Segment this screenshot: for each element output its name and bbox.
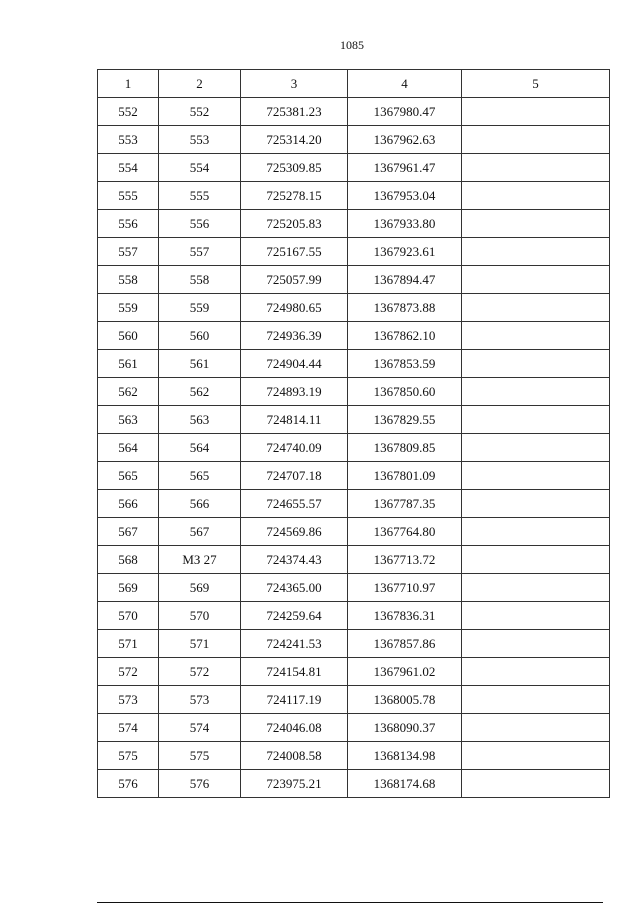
table-cell-col-5 bbox=[462, 406, 610, 434]
table-cell-col-1: 567 bbox=[98, 518, 159, 546]
table-cell-col-1: 564 bbox=[98, 434, 159, 462]
table-cell-col-5 bbox=[462, 546, 610, 574]
table-row bbox=[98, 434, 610, 462]
column-header-4: 4 bbox=[348, 70, 462, 98]
table-cell-col-1: 563 bbox=[98, 406, 159, 434]
table-cell-col-1: 559 bbox=[98, 294, 159, 322]
table-cell-col-5 bbox=[462, 630, 610, 658]
table-cell-col-4: 1367923.61 bbox=[348, 238, 462, 266]
table-row bbox=[98, 518, 610, 546]
table-cell-col-2: 553 bbox=[159, 126, 241, 154]
table-cell-col-2: 563 bbox=[159, 406, 241, 434]
column-header-2: 2 bbox=[159, 70, 241, 98]
table-row bbox=[98, 266, 610, 294]
table-cell-col-5 bbox=[462, 126, 610, 154]
table-cell-col-3: 724117.19 bbox=[241, 686, 348, 714]
table-row bbox=[98, 714, 610, 742]
table-cell-col-2: 573 bbox=[159, 686, 241, 714]
table-cell-col-3: 724241.53 bbox=[241, 630, 348, 658]
table-cell-col-5 bbox=[462, 658, 610, 686]
table-cell-col-3: 724374.43 bbox=[241, 546, 348, 574]
table-header-row bbox=[98, 70, 610, 98]
column-header-1: 1 bbox=[98, 70, 159, 98]
table-cell-col-4: 1367710.97 bbox=[348, 574, 462, 602]
table-cell-col-5 bbox=[462, 770, 610, 798]
table-body bbox=[98, 98, 610, 798]
table-cell-col-3: 724154.81 bbox=[241, 658, 348, 686]
table-cell-col-3: 725057.99 bbox=[241, 266, 348, 294]
table-row bbox=[98, 742, 610, 770]
table-cell-col-2: МЗ 27 bbox=[159, 546, 241, 574]
table-cell-col-2: 555 bbox=[159, 182, 241, 210]
table-cell-col-2: 576 bbox=[159, 770, 241, 798]
table-row bbox=[98, 490, 610, 518]
table-cell-col-4: 1367961.47 bbox=[348, 154, 462, 182]
table-cell-col-4: 1368134.98 bbox=[348, 742, 462, 770]
footer-rule bbox=[97, 902, 603, 903]
table-cell-col-5 bbox=[462, 182, 610, 210]
table-cell-col-3: 725381.23 bbox=[241, 98, 348, 126]
table-cell-col-1: 568 bbox=[98, 546, 159, 574]
table-cell-col-4: 1368174.68 bbox=[348, 770, 462, 798]
column-header-3: 3 bbox=[241, 70, 348, 98]
table-row bbox=[98, 98, 610, 126]
page-number: 1085 bbox=[340, 38, 364, 52]
table-cell-col-5 bbox=[462, 714, 610, 742]
table-cell-col-5 bbox=[462, 518, 610, 546]
table-row bbox=[98, 770, 610, 798]
table-cell-col-5 bbox=[462, 490, 610, 518]
table-cell-col-2: 552 bbox=[159, 98, 241, 126]
table-row bbox=[98, 462, 610, 490]
table-cell-col-3: 725167.55 bbox=[241, 238, 348, 266]
table-cell-col-4: 1367980.47 bbox=[348, 98, 462, 126]
table-cell-col-2: 569 bbox=[159, 574, 241, 602]
table-cell-col-4: 1367862.10 bbox=[348, 322, 462, 350]
table-cell-col-1: 573 bbox=[98, 686, 159, 714]
table-cell-col-5 bbox=[462, 98, 610, 126]
table-row bbox=[98, 210, 610, 238]
table-cell-col-3: 724046.08 bbox=[241, 714, 348, 742]
table-cell-col-1: 570 bbox=[98, 602, 159, 630]
table-cell-col-3: 724936.39 bbox=[241, 322, 348, 350]
table-cell-col-1: 575 bbox=[98, 742, 159, 770]
table-row bbox=[98, 154, 610, 182]
table-cell-col-3: 724365.00 bbox=[241, 574, 348, 602]
table-cell-col-3: 724893.19 bbox=[241, 378, 348, 406]
table-cell-col-3: 723975.21 bbox=[241, 770, 348, 798]
table-cell-col-1: 555 bbox=[98, 182, 159, 210]
table-cell-col-2: 558 bbox=[159, 266, 241, 294]
table-row bbox=[98, 378, 610, 406]
table-cell-col-4: 1367857.86 bbox=[348, 630, 462, 658]
table-cell-col-3: 724008.58 bbox=[241, 742, 348, 770]
table-cell-col-4: 1367713.72 bbox=[348, 546, 462, 574]
table-cell-col-4: 1367787.35 bbox=[348, 490, 462, 518]
table-cell-col-1: 560 bbox=[98, 322, 159, 350]
table-cell-col-5 bbox=[462, 322, 610, 350]
table-cell-col-1: 574 bbox=[98, 714, 159, 742]
table-cell-col-5 bbox=[462, 686, 610, 714]
table-cell-col-5 bbox=[462, 238, 610, 266]
table-cell-col-2: 570 bbox=[159, 602, 241, 630]
table-cell-col-1: 572 bbox=[98, 658, 159, 686]
table-cell-col-1: 554 bbox=[98, 154, 159, 182]
table-cell-col-3: 725205.83 bbox=[241, 210, 348, 238]
table-cell-col-3: 724814.11 bbox=[241, 406, 348, 434]
table-cell-col-5 bbox=[462, 574, 610, 602]
table-cell-col-3: 724259.64 bbox=[241, 602, 348, 630]
table-cell-col-2: 562 bbox=[159, 378, 241, 406]
table-cell-col-2: 571 bbox=[159, 630, 241, 658]
coordinates-table bbox=[97, 69, 610, 798]
table-row bbox=[98, 630, 610, 658]
table-cell-col-5 bbox=[462, 742, 610, 770]
table-cell-col-3: 724569.86 bbox=[241, 518, 348, 546]
table-cell-col-2: 560 bbox=[159, 322, 241, 350]
table-cell-col-4: 1367873.88 bbox=[348, 294, 462, 322]
table-cell-col-2: 564 bbox=[159, 434, 241, 462]
table-cell-col-3: 725309.85 bbox=[241, 154, 348, 182]
table-cell-col-4: 1367836.31 bbox=[348, 602, 462, 630]
table-row bbox=[98, 602, 610, 630]
table-cell-col-3: 725314.20 bbox=[241, 126, 348, 154]
table-cell-col-4: 1367933.80 bbox=[348, 210, 462, 238]
table-cell-col-4: 1367962.63 bbox=[348, 126, 462, 154]
table-cell-col-1: 569 bbox=[98, 574, 159, 602]
table-cell-col-2: 556 bbox=[159, 210, 241, 238]
table-row bbox=[98, 126, 610, 154]
column-header-5: 5 bbox=[462, 70, 610, 98]
table-cell-col-3: 725278.15 bbox=[241, 182, 348, 210]
table-cell-col-4: 1367801.09 bbox=[348, 462, 462, 490]
table-cell-col-5 bbox=[462, 154, 610, 182]
table-cell-col-1: 566 bbox=[98, 490, 159, 518]
table-cell-col-4: 1368090.37 bbox=[348, 714, 462, 742]
table-cell-col-5 bbox=[462, 602, 610, 630]
table-row bbox=[98, 686, 610, 714]
table-cell-col-3: 724707.18 bbox=[241, 462, 348, 490]
table-row bbox=[98, 546, 610, 574]
table-cell-col-5 bbox=[462, 378, 610, 406]
table-cell-col-5 bbox=[462, 462, 610, 490]
table-cell-col-1: 562 bbox=[98, 378, 159, 406]
table-cell-col-2: 567 bbox=[159, 518, 241, 546]
table-row bbox=[98, 406, 610, 434]
table-cell-col-4: 1368005.78 bbox=[348, 686, 462, 714]
table-row bbox=[98, 574, 610, 602]
table-cell-col-3: 724655.57 bbox=[241, 490, 348, 518]
table-cell-col-1: 557 bbox=[98, 238, 159, 266]
table-cell-col-4: 1367850.60 bbox=[348, 378, 462, 406]
table-cell-col-5 bbox=[462, 210, 610, 238]
table-cell-col-4: 1367764.80 bbox=[348, 518, 462, 546]
table-cell-col-2: 566 bbox=[159, 490, 241, 518]
table-cell-col-2: 565 bbox=[159, 462, 241, 490]
table-row bbox=[98, 238, 610, 266]
table-row bbox=[98, 294, 610, 322]
table-cell-col-5 bbox=[462, 434, 610, 462]
table-cell-col-5 bbox=[462, 294, 610, 322]
table-cell-col-3: 724740.09 bbox=[241, 434, 348, 462]
table-cell-col-4: 1367809.85 bbox=[348, 434, 462, 462]
table-cell-col-2: 557 bbox=[159, 238, 241, 266]
table-cell-col-2: 572 bbox=[159, 658, 241, 686]
table-cell-col-4: 1367829.55 bbox=[348, 406, 462, 434]
table-row bbox=[98, 182, 610, 210]
table-row bbox=[98, 658, 610, 686]
table-cell-col-4: 1367894.47 bbox=[348, 266, 462, 294]
table-cell-col-2: 574 bbox=[159, 714, 241, 742]
table-cell-col-3: 724904.44 bbox=[241, 350, 348, 378]
table-cell-col-1: 552 bbox=[98, 98, 159, 126]
table-cell-col-1: 576 bbox=[98, 770, 159, 798]
table-cell-col-1: 553 bbox=[98, 126, 159, 154]
table-cell-col-1: 571 bbox=[98, 630, 159, 658]
table-cell-col-5 bbox=[462, 350, 610, 378]
table-cell-col-4: 1367961.02 bbox=[348, 658, 462, 686]
table-cell-col-2: 554 bbox=[159, 154, 241, 182]
table-row bbox=[98, 322, 610, 350]
table-cell-col-2: 559 bbox=[159, 294, 241, 322]
table-cell-col-1: 556 bbox=[98, 210, 159, 238]
table-cell-col-1: 561 bbox=[98, 350, 159, 378]
table-row bbox=[98, 350, 610, 378]
table-cell-col-1: 558 bbox=[98, 266, 159, 294]
table-cell-col-5 bbox=[462, 266, 610, 294]
table-cell-col-2: 561 bbox=[159, 350, 241, 378]
table-cell-col-3: 724980.65 bbox=[241, 294, 348, 322]
table-cell-col-2: 575 bbox=[159, 742, 241, 770]
table-cell-col-1: 565 bbox=[98, 462, 159, 490]
table-cell-col-4: 1367953.04 bbox=[348, 182, 462, 210]
table-cell-col-4: 1367853.59 bbox=[348, 350, 462, 378]
